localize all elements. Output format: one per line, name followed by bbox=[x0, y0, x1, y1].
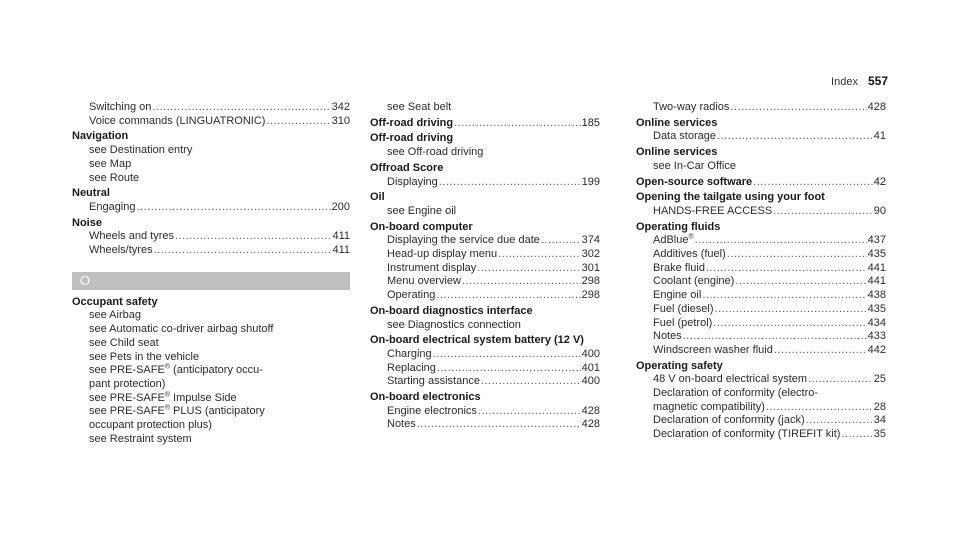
cross-reference[interactable]: see Destination entry bbox=[89, 144, 193, 157]
index-entry[interactable]: 48 V on-board electrical system ..... 25 bbox=[636, 373, 886, 387]
index-entry[interactable]: Data storage ..... 41 bbox=[636, 130, 886, 144]
index-entry[interactable]: Two-way radios ..... 428 bbox=[636, 101, 886, 115]
cross-reference[interactable]: see Child seat bbox=[89, 336, 159, 349]
page-header bbox=[831, 74, 888, 88]
cross-reference[interactable]: see Map bbox=[89, 157, 132, 170]
index-column-2 bbox=[370, 101, 600, 432]
index-entry[interactable]: Wheels/tyres ..... 411 bbox=[72, 244, 350, 258]
cross-reference[interactable]: see Diagnostics connection bbox=[387, 318, 521, 331]
page-number: 557 bbox=[867, 74, 888, 88]
letter-section-bar: O bbox=[72, 272, 350, 290]
index-heading: Online services bbox=[636, 116, 718, 129]
index-entry[interactable]: Charging ..... 400 bbox=[370, 348, 600, 362]
index-heading: Off-road driving bbox=[370, 132, 454, 145]
index-heading: On-board diagnostics interface bbox=[370, 304, 533, 317]
index-entry[interactable]: Switching on ..... 342 bbox=[72, 101, 350, 115]
index-column-3 bbox=[636, 101, 886, 442]
cross-reference[interactable]: see Off-road driving bbox=[387, 146, 484, 159]
index-entry[interactable]: Voice commands (LINGUATRONIC) ..... 310 bbox=[72, 115, 350, 129]
index-entry[interactable]: Windscreen washer fluid ..... 442 bbox=[636, 344, 886, 358]
index-entry[interactable]: HANDS-FREE ACCESS ..... 90 bbox=[636, 205, 886, 219]
index-entry[interactable]: Notes ..... 428 bbox=[370, 418, 600, 432]
cross-reference[interactable]: see PRE-SAFE® PLUS (anticipatory bbox=[89, 404, 265, 418]
index-entry[interactable]: Displaying ..... 199 bbox=[370, 176, 600, 190]
index-heading: On-board electronics bbox=[370, 391, 481, 404]
index-heading: Occupant safety bbox=[72, 295, 158, 308]
index-entry[interactable]: Declaration of conformity (jack) ..... 34 bbox=[636, 414, 886, 428]
index-entry[interactable]: Brake fluid ..... 441 bbox=[636, 262, 886, 276]
index-entry[interactable]: Engaging ..... 200 bbox=[72, 201, 350, 215]
cross-reference[interactable]: see Restraint system bbox=[89, 432, 192, 445]
index-entry[interactable]: Open-source software ..... 42 bbox=[636, 176, 886, 190]
index-heading: Operating safety bbox=[636, 359, 723, 372]
index-entry[interactable]: Operating ..... 298 bbox=[370, 289, 600, 303]
index-heading: Noise bbox=[72, 216, 102, 229]
index-entry[interactable]: Off-road driving ..... 185 bbox=[370, 117, 600, 131]
index-entry[interactable]: Notes ..... 433 bbox=[636, 330, 886, 344]
cross-reference[interactable]: see Engine oil bbox=[387, 204, 457, 217]
index-heading: Opening the tailgate using your foot bbox=[636, 191, 825, 204]
index-entry[interactable]: Menu overview ..... 298 bbox=[370, 275, 600, 289]
index-entry[interactable]: Fuel (petrol) ..... 434 bbox=[636, 317, 886, 331]
index-entry[interactable]: Engine electronics ..... 428 bbox=[370, 405, 600, 419]
index-entry[interactable]: Replacing ..... 401 bbox=[370, 362, 600, 376]
index-entry[interactable]: Instrument display ..... 301 bbox=[370, 262, 600, 276]
cross-reference[interactable]: see Seat belt bbox=[387, 101, 452, 113]
index-heading: On-board computer bbox=[370, 220, 473, 233]
index-heading: Offroad Score bbox=[370, 161, 444, 174]
index-entry-line: Declaration of conformity (electro- bbox=[653, 387, 819, 400]
index-entry[interactable]: Fuel (diesel) ..... 435 bbox=[636, 303, 886, 317]
index-entry[interactable]: Head-up display menu ..... 302 bbox=[370, 248, 600, 262]
cross-reference[interactable]: see PRE-SAFE® Impulse Side bbox=[89, 391, 237, 404]
index-entry[interactable]: magnetic compatibility) ..... 28 bbox=[636, 401, 886, 415]
index-heading: Neutral bbox=[72, 187, 110, 200]
index-heading: Online services bbox=[636, 146, 718, 159]
cross-reference[interactable]: see Route bbox=[89, 171, 140, 184]
index-entry[interactable]: Wheels and tyres ..... 411 bbox=[72, 230, 350, 244]
index-entry[interactable]: Coolant (engine) ..... 441 bbox=[636, 275, 886, 289]
cross-reference[interactable]: see In-Car Office bbox=[653, 159, 736, 172]
index-entry[interactable]: Additives (fuel) ..... 435 bbox=[636, 248, 886, 262]
index-column-1 bbox=[72, 101, 350, 446]
cross-reference[interactable]: see Airbag bbox=[89, 309, 141, 322]
cross-reference[interactable]: see Automatic co-driver airbag shutoff bbox=[89, 323, 274, 336]
cross-reference[interactable]: see Pets in the vehicle bbox=[89, 350, 200, 363]
index-heading: On-board electrical system battery (12 V) bbox=[370, 334, 584, 347]
index-heading: Oil bbox=[370, 191, 385, 204]
cross-reference[interactable]: see PRE-SAFE® (anticipatory occu- bbox=[89, 363, 263, 377]
index-entry[interactable]: Engine oil ..... 438 bbox=[636, 289, 886, 303]
cross-reference-cont: occupant protection plus) bbox=[89, 419, 212, 432]
cross-reference-cont: pant protection) bbox=[89, 377, 166, 390]
index-heading: Operating fluids bbox=[636, 220, 721, 233]
index-entry[interactable]: Starting assistance ..... 400 bbox=[370, 375, 600, 389]
index-entry[interactable]: AdBlue® ..... 437 bbox=[636, 234, 886, 248]
index-entry[interactable]: Declaration of conformity (TIREFIT kit) ..... 35 bbox=[636, 428, 886, 442]
index-heading: Navigation bbox=[72, 130, 129, 143]
index-label: Index bbox=[831, 76, 858, 88]
index-entry[interactable]: Displaying the service due date ..... 374 bbox=[370, 234, 600, 248]
